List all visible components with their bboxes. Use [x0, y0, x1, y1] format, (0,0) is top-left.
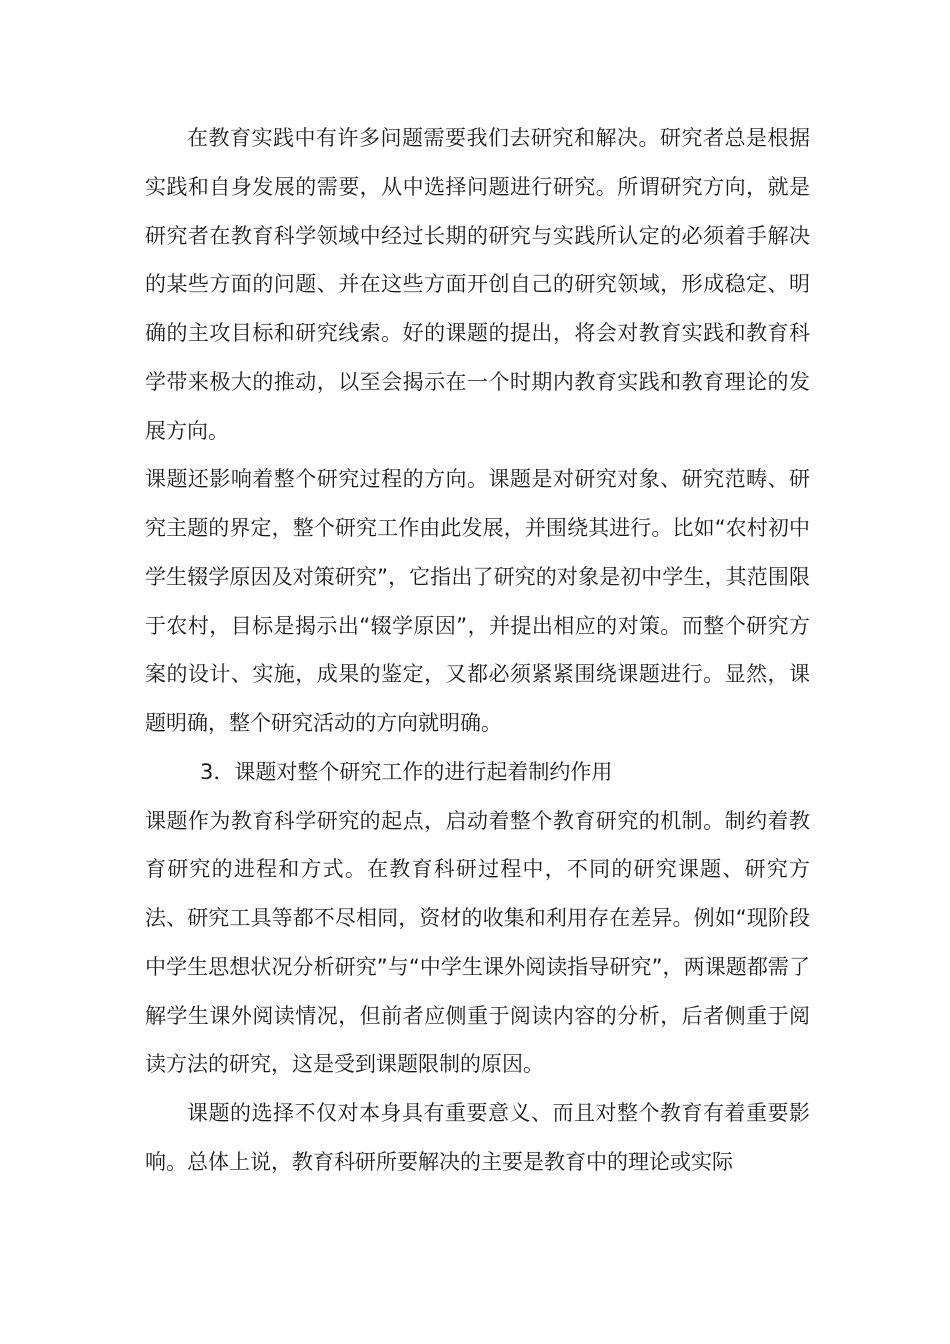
paragraph-research-constraint: 课题作为教育科学研究的起点，启动着整个教育研究的机制。制约着教育研究的进程和方式。在教育科研过程中，不同的研究课题、研究方法、研究工具等都不尽相同，资材的收集和利用存在差异。例如“现阶段中学生思想状况分析研究”与“中学生课外阅读指导研究”，两课题都需了解学生课外阅读情况，但前者应侧重于阅读内容的分析，后者侧重于阅读方法的研究，这是受到课题限制的原因。	[145, 808, 810, 1077]
document-body	[145, 114, 810, 1187]
paragraph-topic-selection: 课题的选择不仅对本身具有重要意义、而且对整个教育有着重要影响。总体上说，教育科研所要解决的主要是教育中的理论或实际	[145, 1101, 810, 1174]
paragraph-research-process: 课题还影响着整个研究过程的方向。课题是对研究对象、研究范畴、研究主题的界定，整个研究工作由此发展，并围绕其进行。比如“农村初中学生辍学原因及对策研究”，它指出了研究的对象是初中学生，其范围限于农村，目标是揭示出“辍学原因”，并提出相应的对策。而整个研究方案的设计、实施，成果的鉴定，又都必须紧紧围绕课题进行。显然，课题明确，整个研究活动的方向就明确。	[145, 467, 810, 735]
section-heading-3: 3．课题对整个研究工作的进行起着制约作用	[200, 759, 613, 784]
paragraph-research-direction: 在教育实践中有许多问题需要我们去研究和解决。研究者总是根据实践和自身发展的需要，从中选择问题进行研究。所谓研究方向，就是研究者在教育科学领域中经过长期的研究与实践所认定的必须着手解决的某些方面的问题、并在这些方面开创自己的研究领域，形成稳定、明确的主攻目标和研究线索。好的课题的提出，将会对教育实践和教育科学带来极大的推动，以至会揭示在一个时期内教育实践和教育理论的发展方向。	[145, 126, 810, 443]
